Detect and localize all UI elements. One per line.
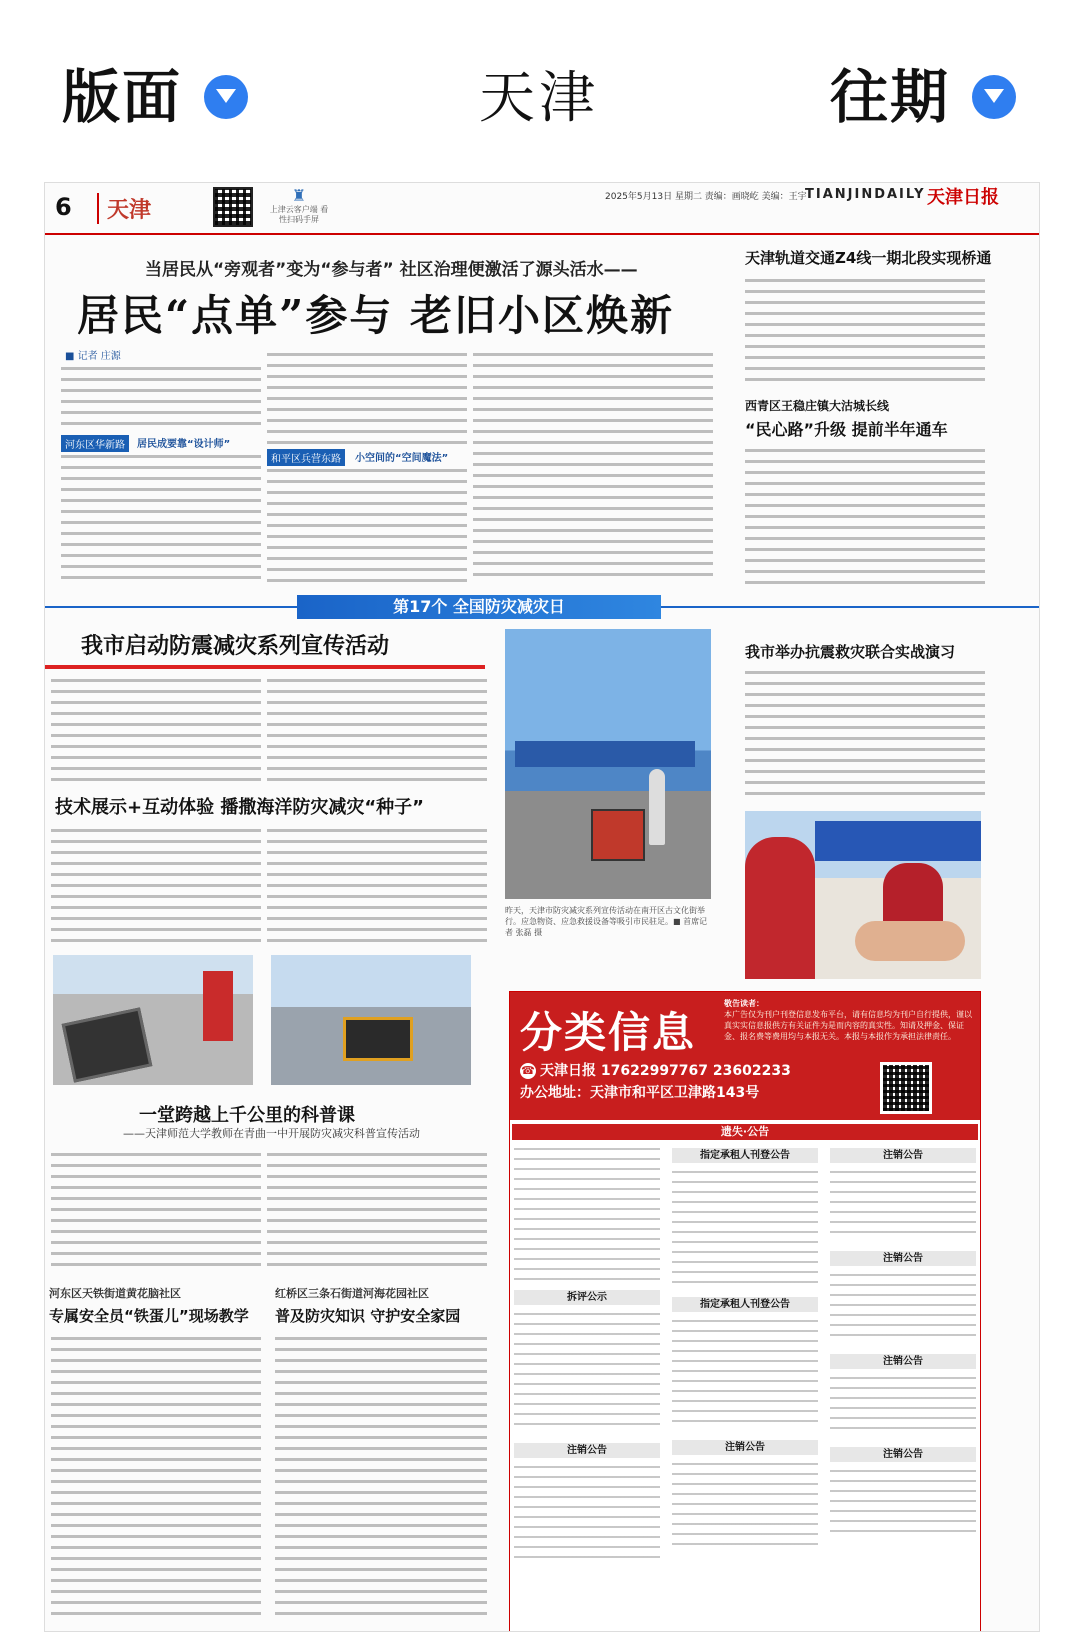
- tiedaner-kicker: 河东区天铁街道黄花脑社区: [49, 1287, 181, 1300]
- notice-heading: 注销公告: [830, 1251, 976, 1266]
- client-caption: 上津云客户端 看性扫码手屏: [269, 205, 329, 224]
- layout-label: 版面: [62, 63, 183, 131]
- lead-body-col-2: [267, 349, 467, 449]
- photo-canopy: [815, 821, 981, 861]
- lead-body-col-3: [473, 349, 713, 585]
- qr-code-icon: [213, 187, 253, 227]
- notice-heading: 注销公告: [672, 1440, 818, 1455]
- lead-subhead-2-tag: 和平区兵营东路: [267, 449, 345, 466]
- contact-phone: 天津日报 17622997767 23602233: [540, 1063, 791, 1079]
- photo-medic: [745, 837, 815, 979]
- page-number: 6: [55, 193, 72, 221]
- notice-heading: 指定承租人刊登公告: [672, 1297, 818, 1312]
- science-subheadline: ——天津师范大学教师在青曲一中开展防灾减灾科普宣传活动: [123, 1127, 420, 1140]
- photo-cpr-dummy: [855, 921, 965, 961]
- robot-demo-photo[interactable]: [271, 955, 471, 1085]
- photo-tablet: [62, 1007, 153, 1082]
- emergency-equipment-photo[interactable]: [505, 629, 711, 899]
- disaster-day-banner: 第17个 全国防灾减灾日: [297, 595, 661, 619]
- notice-heading: 注销公告: [830, 1148, 976, 1163]
- right-headline-2[interactable]: “民心路”升级 提前半年通车: [745, 420, 948, 439]
- right-headline-1[interactable]: 天津轨道交通Z4线一期北段实现桥通: [745, 249, 992, 267]
- right-body-1: [745, 275, 985, 385]
- classified-section: [509, 991, 981, 1632]
- dateline: 2025年5月13日 星期二 责编：画晓屹 美编：王宇: [605, 192, 807, 202]
- qr-code-icon: [880, 1062, 932, 1114]
- notice-text: 本广告仅为刊户刊登信息发布平台，请有信息均为刊户自行提供，谨以真实实信息报供方有关证件为是而内容的真实性。知请及押金、保证金、报名费等费用均与本报无关。本报与本报作为承担法律责任。: [724, 1010, 972, 1041]
- lead-subhead-2: 小空间的“空间魔法”: [355, 453, 449, 464]
- first-aid-photo[interactable]: [745, 811, 981, 979]
- drill-body: [745, 667, 985, 803]
- classified-contact: [520, 1060, 850, 1104]
- notice-title: 敬告读者：: [724, 999, 764, 1008]
- hehai-body: [275, 1333, 487, 1625]
- ocean-headline[interactable]: 技术展示+互动体验 播撒海洋防灾减灾“种子”: [55, 797, 425, 818]
- client-logo: [269, 187, 329, 225]
- classified-title: 分类信息: [520, 1008, 697, 1057]
- photo-tent: [515, 741, 695, 767]
- photo-volunteer: [203, 971, 233, 1041]
- classified-col-1: [512, 1144, 662, 1630]
- client-logo-icon: ♜: [291, 186, 307, 205]
- page-section: 天津: [97, 193, 151, 224]
- right-headline-2-kicker: 西青区王稳庄镇大沽城长线: [745, 399, 890, 413]
- science-body-1: [51, 1149, 261, 1277]
- archive-selector[interactable]: [830, 62, 1016, 132]
- archive-label: 往期: [829, 63, 950, 131]
- lead-byline: ■ 记者 庄源: [65, 351, 121, 362]
- lead-kicker: 当居民从“旁观者”变为“参与者” 社区治理便激活了源头活水——: [145, 260, 638, 280]
- phone-icon: ☎: [521, 1064, 535, 1077]
- masthead: [45, 183, 1040, 235]
- lead-body-col-2b: [267, 465, 467, 585]
- lead-body-col-1: [61, 363, 261, 433]
- photo-robot: [343, 1017, 413, 1061]
- disaster-headline-rule: [45, 665, 485, 669]
- science-headline[interactable]: 一堂跨越上千公里的科普课: [139, 1105, 355, 1126]
- tiedaner-body: [51, 1333, 261, 1625]
- notice-heading: 注销公告: [830, 1354, 976, 1369]
- contact-address: 办公地址：天津市和平区卫津路143号: [520, 1085, 760, 1101]
- lead-subhead-1: 居民成要靠“设计师”: [137, 439, 231, 450]
- chevron-down-icon[interactable]: [972, 75, 1016, 119]
- notice-heading: 注销公告: [514, 1443, 660, 1458]
- lead-body-col-1b: [61, 451, 261, 585]
- hehai-kicker: 红桥区三条石街道河海花园社区: [275, 1287, 429, 1300]
- brand-chinese: 天津日报: [927, 187, 999, 208]
- notice-heading: 指定承租人刊登公告: [672, 1148, 818, 1163]
- lead-subhead-1-tag: 河东区华新路: [61, 435, 129, 452]
- lead-headline[interactable]: 居民“点单”参与 老旧小区焕新: [77, 291, 674, 340]
- classified-col-2: [670, 1144, 820, 1630]
- photo-person: [649, 769, 665, 845]
- right-body-2: [745, 445, 985, 587]
- lost-notice-bar: 遗失·公告: [512, 1124, 978, 1140]
- app-bar: [0, 0, 1078, 180]
- tiedaner-headline[interactable]: 专属安全员“铁蛋儿”现场教学: [49, 1307, 249, 1325]
- photo-generator: [591, 809, 645, 861]
- classified-col-3: [828, 1144, 978, 1630]
- science-body-2: [267, 1149, 487, 1277]
- photo-caption: 昨天，天津市防灾减灾系列宣传活动在南开区古文化街举行。应急物资、应急救援设备等吸引市民驻足。■ 首席记者 张磊 摄: [505, 906, 708, 937]
- classified-header: [510, 992, 980, 1120]
- notice-heading: 注销公告: [830, 1447, 976, 1462]
- drill-headline[interactable]: 我市举办抗震救灾联合实战演习: [745, 643, 956, 661]
- notice-heading: 拆评公示: [514, 1290, 660, 1305]
- contact-phone-line: [520, 1060, 850, 1082]
- ocean-body-1: [51, 825, 261, 947]
- disaster-body-2: [267, 675, 487, 783]
- newspaper-page[interactable]: [44, 182, 1040, 1632]
- classified-notice: [724, 998, 974, 1042]
- disaster-body-1: [51, 675, 261, 783]
- brand-english: TIANJINDAILY: [805, 187, 926, 202]
- disaster-headline[interactable]: 我市启动防震减灾系列宣传活动: [81, 634, 390, 659]
- ocean-body-2: [267, 825, 487, 947]
- hehai-headline[interactable]: 普及防灾知识 守护安全家园: [275, 1307, 461, 1325]
- page-title: 天津: [479, 66, 599, 131]
- device-demo-photo[interactable]: [53, 955, 253, 1085]
